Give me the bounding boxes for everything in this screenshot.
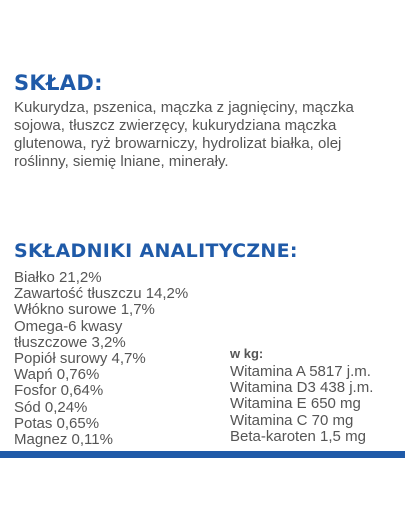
list-item: Fosfor 0,64% (14, 382, 104, 400)
list-item: Witamina A 5817 j.m. (230, 363, 371, 380)
bottom-divider-bar (0, 451, 405, 458)
list-item: Zawartość tłuszczu 14,2% (14, 285, 189, 303)
list-item: Witamina C 70 mg (230, 411, 354, 429)
list-item: Witamina D3 438 j.m. (230, 379, 374, 397)
composition-heading: SKŁAD: (14, 71, 103, 95)
composition-text: Kukurydza, pszenica, mączka z jagnięciny, mączka sojowa, tłuszcz zwierzęcy, kukurydziana mączka glutenowa, ryż browarniczy, hydrolizat białka, olej roślinny, siemię lniane, minerały. (14, 99, 354, 170)
list-item: Sód 0,24% (14, 398, 88, 416)
vitamins-list (230, 364, 373, 445)
list-item: Magnez 0,11% (14, 431, 113, 449)
list-item: tłuszczowe 3,2% (14, 333, 126, 351)
list-item: Białko 21,2% (14, 269, 102, 286)
list-item: Potas 0,65% (14, 414, 100, 432)
list-item: Omega-6 kwasy (14, 317, 123, 335)
vitamins-per-kg-label: w kg: (230, 346, 264, 361)
vitamins-section (230, 346, 373, 445)
list-item: Beta-karoten 1,5 mg (230, 427, 366, 445)
list-item: Włókno surowe 1,7% (14, 301, 155, 319)
list-item: Popiół surowy 4,7% (14, 350, 146, 368)
analytical-constituents-list (14, 270, 188, 448)
analytical-constituents-heading: SKŁADNIKI ANALITYCZNE: (14, 240, 298, 262)
list-item: Wapń 0,76% (14, 366, 100, 384)
list-item: Witamina E 650 mg (230, 395, 361, 413)
